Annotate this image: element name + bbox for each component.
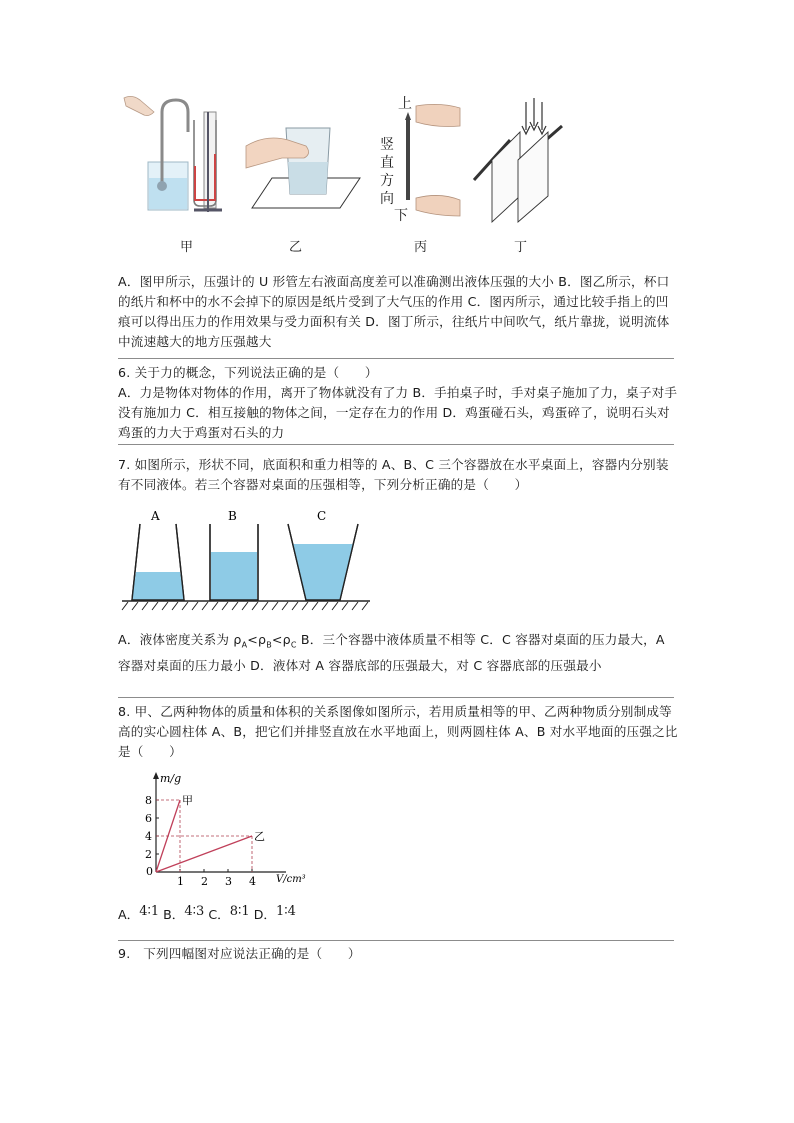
cup-paper-figure	[246, 112, 364, 222]
y-tick-label: 2	[145, 848, 152, 861]
y-axis-label: m/g	[160, 772, 182, 785]
bing-side-label: 竖直方向	[380, 137, 394, 207]
pressure-gauge-figure	[118, 92, 238, 222]
q7-lt-1: <ρ	[247, 632, 267, 647]
paper-sheets-figure	[470, 96, 580, 224]
y-tick-label: 8	[145, 794, 152, 807]
bing-bottom-label: 下	[394, 208, 408, 224]
q8-option-c-letter: C．	[208, 907, 230, 922]
series-line-yi	[156, 836, 252, 872]
caption-yi: 乙	[289, 240, 303, 255]
mass-volume-chart	[118, 770, 306, 888]
series-label-yi: 乙	[254, 830, 265, 843]
q6-stem: 6. 关于力的概念，下列说法正确的是（ ）	[118, 365, 378, 380]
series-label-jia: 甲	[182, 794, 193, 807]
q8-option-d-value: 1∶4	[276, 904, 296, 919]
q5-options: A．图甲所示，压强计的 U 形管左右液面高度差可以准确测出液体压强的大小 B．图乙所示，杯口的纸片和杯中的水不会掉下的原因是纸片受到了大气压的作用 C．图丙所示，通过比较手指上的凹痕可以得出压力的作用效果与受力面积有关 D．图丁所示，往纸片中间吹气，纸片靠拢，说明流体中流速越大的地方压强越大	[118, 274, 670, 349]
x-tick-label: 1	[177, 875, 184, 888]
rho-a-sub: A	[241, 640, 248, 650]
q8-options	[118, 904, 296, 923]
divider	[118, 940, 674, 941]
q8-option-a-value: 4∶1	[139, 904, 160, 919]
caption-bing: 丙	[414, 240, 428, 255]
q7-stem: 7. 如图所示，形状不同，底面积和重力相等的 A、B、C 三个容器放在水平桌面上，容器内分别装有不同液体。若三个容器对桌面的压强相等，下列分析正确的是（ ）	[118, 457, 669, 492]
q8-stem: 8. 甲、乙两种物体的质量和体积的关系图像如图所示，若用质量相等的甲、乙两种物质分别制成等高的实心圆柱体 A、B，把它们并排竖直放在水平地面上，则两圆柱体 A、B 对水平地面的压强之比是（ ）	[118, 704, 678, 759]
q7-option-a-prefix: A．液体密度关系为 ρ	[118, 632, 242, 647]
caption-ding: 丁	[514, 240, 528, 255]
q8-option-a-letter: A．	[118, 907, 140, 922]
rho-b-sub: B	[266, 640, 272, 650]
bing-top-label: 上	[398, 96, 412, 112]
q5-figure-row	[118, 92, 678, 260]
y-tick-label: 6	[145, 812, 152, 825]
q9-stem: 9. 下列四幅图对应说法正确的是（ ）	[118, 946, 361, 961]
x-tick-label: 4	[249, 875, 256, 888]
caption-jia: 甲	[180, 240, 194, 255]
container-label-a: A	[151, 509, 160, 523]
q8-option-b-value: 4∶3	[184, 904, 205, 919]
x-tick-label: 2	[201, 875, 208, 888]
q7-options-rest: B．三个容器中液体质量不相等 C．C 容器对桌面的压力最大，A 容器对桌面的压力最小 D．液体对 A 容器底部的压强最大，对 C 容器底部的压强最小	[118, 632, 665, 673]
y-tick-label: 4	[145, 830, 152, 843]
containers-figure	[118, 506, 372, 612]
x-tick-label: 3	[225, 875, 232, 888]
q7-lt-2: <ρ	[271, 632, 291, 647]
container-label-c: C	[317, 509, 327, 523]
origin-label: 0	[146, 865, 153, 878]
q6-options: A．力是物体对物体的作用，离开了物体就没有了力 B．手拍桌子时，手对桌子施加了力，桌子对手没有施加力 C．相互接触的物体之间，一定存在力的作用 D．鸡蛋碰石头，鸡蛋碎了，说明石头对鸡蛋的力大于鸡蛋对石头的力	[118, 385, 678, 440]
divider	[118, 358, 674, 359]
q8-option-b-letter: B．	[163, 907, 185, 922]
divider	[118, 444, 674, 445]
y-axis-arrow	[153, 772, 159, 779]
q8-option-d-letter: D．	[253, 907, 276, 922]
x-axis-label: V/cm³	[276, 874, 306, 885]
q7-options	[118, 630, 678, 676]
q8-option-c-value: 8∶1	[229, 904, 250, 919]
rho-c-sub: C	[290, 640, 297, 650]
container-label-b: B	[228, 509, 237, 523]
divider	[118, 697, 674, 698]
